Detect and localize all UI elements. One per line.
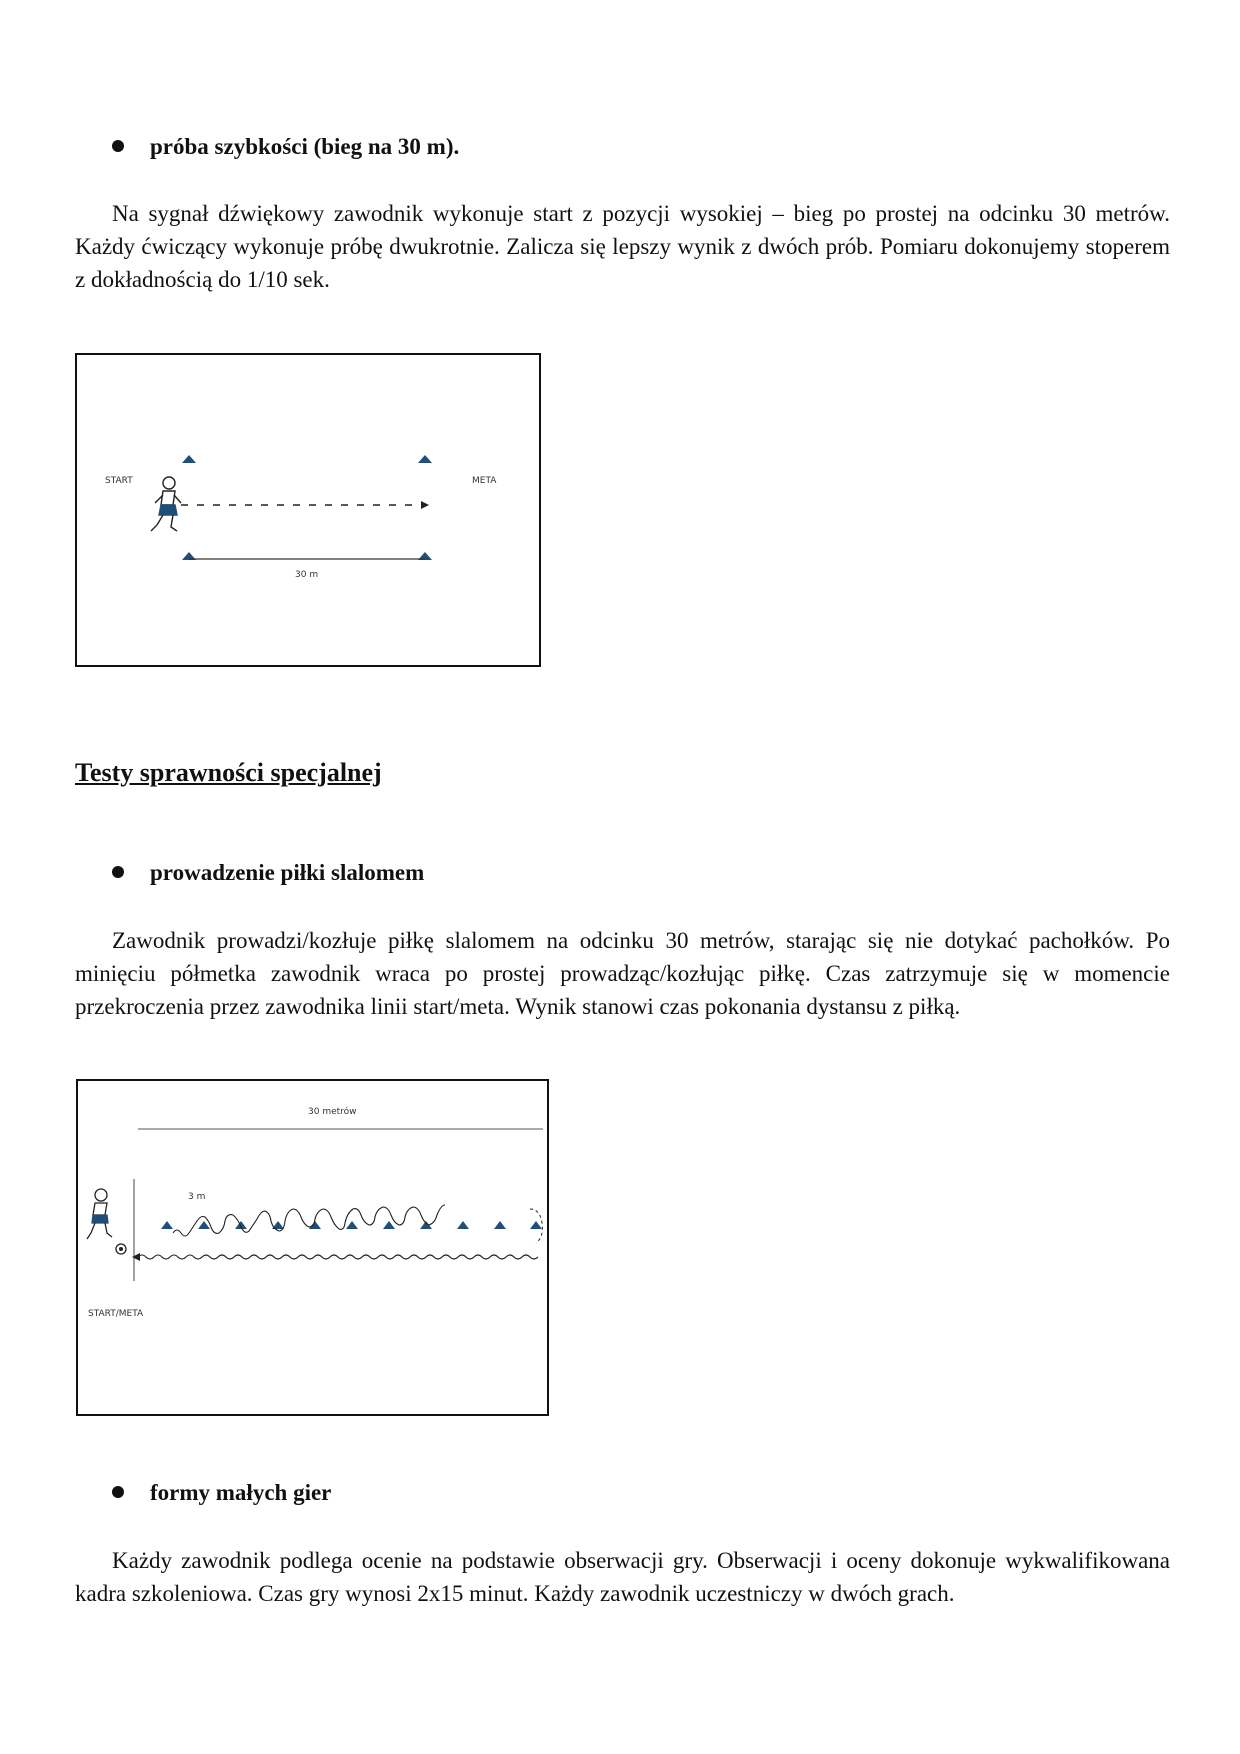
return-path (138, 1255, 538, 1259)
bullet-icon (112, 866, 124, 878)
cone-icon (182, 455, 196, 463)
bullet-small-games: formy małych gier (150, 1480, 332, 1505)
player-icon (87, 1189, 112, 1239)
figure-sprint-diagram (75, 353, 541, 667)
cone-icon (530, 1221, 542, 1229)
cone-icon (198, 1221, 210, 1229)
cone-row (161, 1221, 542, 1229)
slalom-diagram-svg (78, 1081, 547, 1414)
spacing-label: 3 m (188, 1192, 206, 1202)
cone-icon (383, 1221, 395, 1229)
section-heading: Testy sprawności specjalnej (75, 758, 382, 787)
cone-icon (309, 1221, 321, 1229)
bullet-icon (112, 140, 124, 152)
bullet-icon (112, 1486, 124, 1498)
runner-icon (151, 477, 181, 531)
figure-slalom-diagram (76, 1079, 549, 1416)
cone-icon (494, 1221, 506, 1229)
cone-icon (418, 455, 432, 463)
arrow-head-icon (421, 501, 429, 509)
paragraph-small-games: Każdy zawodnik podlega ocenie na podstawie obserwacji gry. Obserwacji i oceny dokonuje wykwalifikowana kadra szkoleniowa. Czas gry wynosi 2x15 minut. Każdy zawodnik uczestniczy w dwóch grach. (75, 1548, 1170, 1606)
paragraph-sprint-test: Na sygnał dźwiękowy zawodnik wykonuje start z pozycji wysokiej – bieg po prostej na odcinku 30 metrów. Każdy ćwiczący wykonuje próbę dwukrotnie. Zalicza się lepszy wynik z dwóch prób. Pomiaru dokonujemy stoperem z dokładnością do 1/10 sek. (75, 201, 1170, 292)
cone-icon (346, 1221, 358, 1229)
cone-icon (161, 1221, 173, 1229)
slalom-path (173, 1205, 445, 1236)
distance-label: 30 m (295, 570, 319, 580)
ball-icon (116, 1244, 126, 1254)
distance-label: 30 metrów (308, 1107, 357, 1117)
start-finish-label: START/META (88, 1309, 144, 1319)
arrow-head-icon (132, 1253, 140, 1261)
finish-label: META (472, 476, 497, 486)
start-label: START (105, 476, 133, 486)
bullet-sprint-test: próba szybkości (bieg na 30 m). (150, 134, 460, 159)
bullet-slalom-test: prowadzenie piłki slalomem (150, 860, 425, 885)
sprint-diagram-svg (77, 355, 539, 665)
paragraph-slalom-test: Zawodnik prowadzi/kozłuje piłkę slalomem na odcinku 30 metrów, starając się nie dotykać pachołków. Po minięciu półmetka zawodnik wraca po prostej prowadząc/kozłując piłkę. Czas zatrzymuje się w momencie przekroczenia przez zawodnika linii start/meta. Wynik stanowi czas pokonania dystansu z piłką. (75, 928, 1170, 1019)
cone-icon (457, 1221, 469, 1229)
